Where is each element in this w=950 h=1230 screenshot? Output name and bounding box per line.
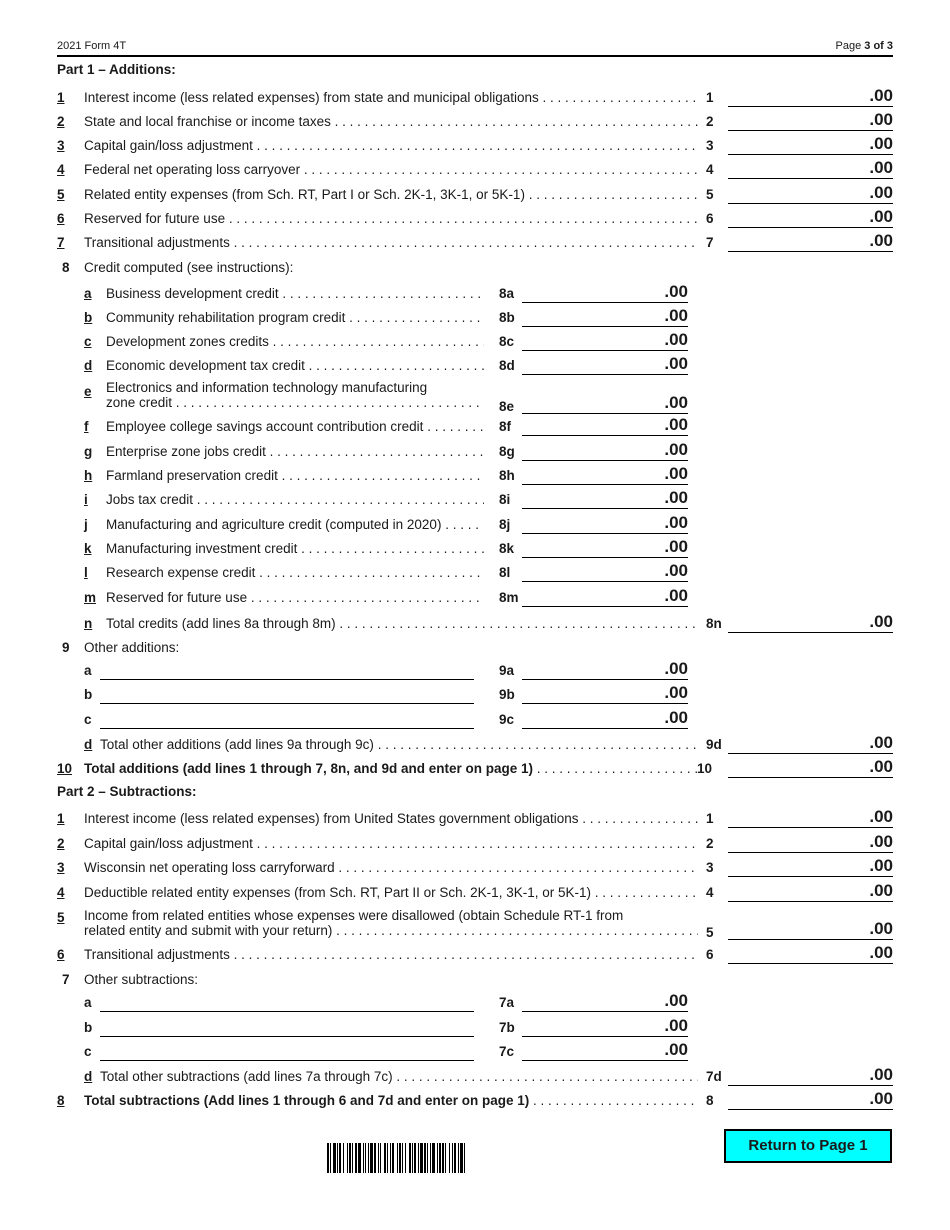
line-letter: d — [84, 737, 93, 752]
line-ref: 7a — [499, 995, 515, 1010]
line-label: Other additions: — [84, 640, 180, 655]
line-ref: 8n — [706, 616, 722, 631]
cents: .00 — [869, 134, 893, 153]
line-letter: l — [84, 565, 88, 580]
amount-field-p2-8[interactable] — [728, 1089, 893, 1110]
line-label — [84, 947, 698, 962]
form-line — [0, 1040, 950, 1064]
form-line — [0, 380, 950, 418]
form-label: 2021 Form 4T — [57, 40, 127, 52]
cents: .00 — [664, 464, 688, 483]
cents: .00 — [664, 537, 688, 556]
line-label-text: Reserved for future use . . . — [84, 211, 698, 226]
description-field-9b[interactable] — [100, 683, 474, 704]
line-ref: 8l — [499, 565, 511, 580]
line-ref: 8 — [706, 1093, 714, 1108]
line-label — [106, 419, 484, 434]
line-label — [84, 885, 698, 900]
line-ref: 8k — [499, 541, 515, 556]
line-letter: c — [84, 1044, 92, 1059]
line-label-text: Community rehabilitation program credit . . . — [106, 310, 484, 325]
line-label — [106, 492, 484, 507]
line-number: 9 — [62, 640, 70, 655]
line-letter: m — [84, 590, 97, 605]
cents: .00 — [869, 1065, 893, 1084]
form-line — [0, 415, 950, 439]
return-to-page-1-button[interactable]: Return to Page 1 — [724, 1129, 892, 1163]
line-label-text: Reserved for future use . . . — [106, 590, 484, 605]
cents: .00 — [664, 330, 688, 349]
line-ref: 9c — [499, 712, 515, 727]
line-letter: c — [84, 334, 92, 349]
form-line — [0, 488, 950, 512]
cents: .00 — [664, 561, 688, 580]
form-line — [0, 659, 950, 683]
amount-field-9c[interactable] — [522, 708, 688, 729]
cents: .00 — [664, 586, 688, 605]
line-label — [84, 836, 698, 851]
amount-field-8l[interactable] — [522, 561, 688, 582]
line-label — [84, 235, 698, 250]
amount-field-p2-1[interactable] — [728, 807, 893, 828]
amount-field-8n[interactable] — [728, 612, 893, 633]
line-label-text: Total credits (add lines 8a through 8m) . . . — [106, 616, 698, 631]
line-label-text: Jobs tax credit . . . — [106, 492, 484, 507]
amount-field-p1-6[interactable] — [728, 207, 893, 228]
cents: .00 — [869, 757, 893, 776]
cents: .00 — [869, 943, 893, 962]
line-ref: 5 — [706, 925, 714, 940]
description-field-7a[interactable] — [100, 991, 474, 1012]
cents: .00 — [869, 612, 893, 631]
line-label-text: Total additions (add lines 1 through 7, 8n, and 9d and enter on page 1) . . . — [84, 761, 698, 776]
line-letter: b — [84, 1020, 93, 1035]
amount-field-7d[interactable] — [728, 1065, 893, 1086]
line-label-text: Total other additions (add lines 9a through 9c) . . . — [100, 737, 698, 752]
form-line — [0, 991, 950, 1015]
form-line — [0, 440, 950, 464]
line-label: Electronics and information technology manufacturing — [106, 380, 428, 395]
line-ref: 4 — [706, 885, 714, 900]
line-number: 8 — [62, 260, 70, 275]
cents: .00 — [869, 158, 893, 177]
line-ref: 8a — [499, 286, 515, 301]
form-line — [0, 733, 950, 757]
line-label-text: Manufacturing investment credit . . . — [106, 541, 484, 556]
form-line — [0, 282, 950, 306]
amount-field-8a[interactable] — [522, 282, 688, 303]
form-line — [0, 537, 950, 561]
line-ref: 4 — [706, 162, 714, 177]
line-ref: 1 — [706, 90, 714, 105]
line-ref: 6 — [706, 947, 714, 962]
line-letter: e — [84, 384, 92, 399]
cents: .00 — [869, 110, 893, 129]
line-label-text: related entity and submit with your return) . . . — [84, 923, 698, 938]
line-label — [106, 517, 484, 532]
cents: .00 — [869, 881, 893, 900]
form-line — [0, 943, 950, 967]
form-line — [0, 86, 950, 110]
line-ref: 3 — [706, 138, 714, 153]
line-ref: 8b — [499, 310, 515, 325]
description-field-7c[interactable] — [100, 1040, 474, 1061]
cents: .00 — [664, 991, 688, 1010]
line-number: 1 — [57, 90, 65, 105]
line-label-text: Enterprise zone jobs credit . . . — [106, 444, 484, 459]
line-ref: 8i — [499, 492, 511, 507]
line-label — [100, 1069, 698, 1084]
form-line — [0, 134, 950, 158]
line-label — [106, 590, 484, 605]
line-label-cont — [84, 923, 698, 938]
line-letter: n — [84, 616, 93, 631]
cents: .00 — [664, 1016, 688, 1035]
amount-field-p1-7[interactable] — [728, 231, 893, 252]
line-ref: 8e — [499, 399, 515, 414]
amount-field-8g[interactable] — [522, 440, 688, 461]
form-line — [0, 586, 950, 610]
amount-field-8b[interactable] — [522, 306, 688, 327]
line-label — [106, 468, 484, 483]
line-ref: 6 — [706, 211, 714, 226]
form-line — [0, 968, 950, 992]
line-letter: a — [84, 663, 92, 678]
amount-field-9a[interactable] — [522, 659, 688, 680]
amount-field-9b[interactable] — [522, 683, 688, 704]
line-letter: c — [84, 712, 92, 727]
line-label — [84, 860, 698, 875]
amount-field-8j[interactable] — [522, 513, 688, 534]
line-ref: 7c — [499, 1044, 515, 1059]
line-ref: 2 — [706, 114, 714, 129]
cents: .00 — [869, 832, 893, 851]
form-line — [0, 1065, 950, 1089]
line-label — [106, 616, 698, 631]
page-number: 3 of 3 — [864, 40, 893, 52]
line-label — [84, 138, 698, 153]
line-letter: j — [84, 517, 88, 532]
line-label — [84, 187, 698, 202]
form-line — [0, 306, 950, 330]
amount-field-8e[interactable] — [522, 393, 688, 414]
cents: .00 — [664, 440, 688, 459]
cents: .00 — [869, 919, 893, 938]
line-ref: 5 — [706, 187, 714, 202]
cents: .00 — [664, 708, 688, 727]
cents: .00 — [869, 1089, 893, 1108]
line-label — [106, 565, 484, 580]
form-line — [0, 708, 950, 732]
amount-field-p1-2[interactable] — [728, 110, 893, 131]
line-ref: 3 — [706, 860, 714, 875]
amount-field-7b[interactable] — [522, 1016, 688, 1037]
form-line — [0, 757, 950, 781]
amount-field-p2-4[interactable] — [728, 881, 893, 902]
line-label — [100, 737, 698, 752]
line-letter: a — [84, 995, 92, 1010]
line-label-text: Related entity expenses (from Sch. RT, Part I or Sch. 2K-1, 3K-1, or 5K-1) . . . — [84, 187, 698, 202]
form-line — [0, 183, 950, 207]
line-ref: 8h — [499, 468, 515, 483]
form-line — [0, 832, 950, 856]
amount-field-7a[interactable] — [522, 991, 688, 1012]
line-label: Other subtractions: — [84, 972, 199, 987]
line-ref: 8m — [499, 590, 519, 605]
amount-field-p1-4[interactable] — [728, 158, 893, 179]
line-number: 10 — [57, 761, 73, 776]
cents: .00 — [869, 733, 893, 752]
amount-field-9d[interactable] — [728, 733, 893, 754]
form-line — [0, 207, 950, 231]
line-number: 5 — [57, 910, 65, 925]
form-line — [0, 354, 950, 378]
line-number: 5 — [57, 187, 65, 202]
line-label — [84, 211, 698, 226]
line-label — [106, 286, 484, 301]
line-label-text: Deductible related entity expenses (from Sch. RT, Part II or Sch. 2K-1, 3K-1, or 5K-1) . . . — [84, 885, 698, 900]
cents: .00 — [664, 306, 688, 325]
line-label — [84, 761, 698, 776]
line-number: 3 — [57, 138, 65, 153]
barcode — [327, 1143, 623, 1173]
amount-field-p2-6[interactable] — [728, 943, 893, 964]
line-label-text: Wisconsin net operating loss carryforward . . . — [84, 860, 698, 875]
line-number: 7 — [62, 972, 70, 987]
line-label-text: Interest income (less related expenses) from state and municipal obligations . . . — [84, 90, 698, 105]
line-label-text: Federal net operating loss carryover . . . — [84, 162, 698, 177]
line-number: 6 — [57, 947, 65, 962]
amount-field-8h[interactable] — [522, 464, 688, 485]
description-field-9a[interactable] — [100, 659, 474, 680]
description-field-9c[interactable] — [100, 708, 474, 729]
form-line — [0, 464, 950, 488]
line-letter: f — [84, 419, 89, 434]
line-ref: 7d — [706, 1069, 722, 1084]
form-line — [0, 256, 950, 280]
form-line — [0, 513, 950, 537]
form-line — [0, 158, 950, 182]
page-prefix: Page — [835, 40, 862, 52]
amount-field-8k[interactable] — [522, 537, 688, 558]
line-label-text: Capital gain/loss adjustment . . . — [84, 138, 698, 153]
line-number: 1 — [57, 811, 65, 826]
part1-title: Part 1 – Additions: — [57, 62, 176, 77]
line-letter: a — [84, 286, 92, 301]
form-line — [0, 561, 950, 585]
line-label-text: Interest income (less related expenses) from United States government obligations . . . — [84, 811, 698, 826]
form-line — [0, 612, 950, 636]
amount-field-p1-3[interactable] — [728, 134, 893, 155]
line-label: Income from related entities whose expenses were disallowed (obtain Schedule RT-1 from — [84, 908, 624, 923]
line-ref: 1 — [706, 811, 714, 826]
line-label-text: Economic development tax credit . . . — [106, 358, 484, 373]
cents: .00 — [869, 807, 893, 826]
line-label-text: Employee college savings account contribution credit . . . — [106, 419, 484, 434]
line-label — [106, 334, 484, 349]
form-line — [0, 881, 950, 905]
amount-field-p1-10[interactable] — [728, 757, 893, 778]
form-line — [0, 231, 950, 255]
cents: .00 — [869, 207, 893, 226]
cents: .00 — [664, 659, 688, 678]
cents: .00 — [664, 393, 688, 412]
line-number: 7 — [57, 235, 65, 250]
line-ref: 10 — [697, 761, 713, 776]
line-letter: g — [84, 444, 93, 459]
cents: .00 — [664, 683, 688, 702]
line-ref: 7b — [499, 1020, 515, 1035]
line-letter: d — [84, 358, 93, 373]
line-label-text: Business development credit . . . — [106, 286, 484, 301]
form-line — [0, 1089, 950, 1113]
line-label-text: Capital gain/loss adjustment . . . — [84, 836, 698, 851]
line-label-text: Development zones credits . . . — [106, 334, 484, 349]
amount-field-8d[interactable] — [522, 354, 688, 375]
line-ref: 8g — [499, 444, 515, 459]
cents: .00 — [664, 354, 688, 373]
amount-field-p2-2[interactable] — [728, 832, 893, 853]
line-ref: 9d — [706, 737, 722, 752]
cents: .00 — [869, 86, 893, 105]
line-ref: 8j — [499, 517, 511, 532]
amount-field-8i[interactable] — [522, 488, 688, 509]
line-label-text: State and local franchise or income taxes . . . — [84, 114, 698, 129]
cents: .00 — [664, 488, 688, 507]
form-line — [0, 906, 950, 944]
line-label-text: Total other subtractions (add lines 7a through 7c) . . . — [100, 1069, 698, 1084]
line-ref: 8c — [499, 334, 515, 349]
line-letter: d — [84, 1069, 93, 1084]
form-line — [0, 110, 950, 134]
form-line — [0, 636, 950, 660]
line-letter: h — [84, 468, 93, 483]
amount-field-7c[interactable] — [522, 1040, 688, 1061]
line-ref: 9a — [499, 663, 515, 678]
cents: .00 — [664, 282, 688, 301]
line-ref: 8f — [499, 419, 512, 434]
cents: .00 — [869, 856, 893, 875]
line-ref: 8d — [499, 358, 515, 373]
form-line — [0, 807, 950, 831]
line-number: 4 — [57, 162, 65, 177]
amount-field-8c[interactable] — [522, 330, 688, 351]
line-ref: 7 — [706, 235, 714, 250]
line-label: Credit computed (see instructions): — [84, 260, 294, 275]
form-line — [0, 856, 950, 880]
line-label — [84, 162, 698, 177]
line-label — [84, 811, 698, 826]
amount-field-p1-1[interactable] — [728, 86, 893, 107]
line-letter: b — [84, 310, 93, 325]
line-label-text: Total subtractions (Add lines 1 through 6 and 7d and enter on page 1) . . . — [84, 1093, 698, 1108]
line-label-cont — [106, 395, 484, 410]
line-label-text: Transitional adjustments . . . — [84, 235, 698, 250]
line-number: 2 — [57, 114, 65, 129]
line-ref: 9b — [499, 687, 515, 702]
line-label-text: zone credit . . . — [106, 395, 484, 410]
amount-field-p2-3[interactable] — [728, 856, 893, 877]
line-label — [106, 541, 484, 556]
line-letter: i — [84, 492, 88, 507]
description-field-7b[interactable] — [100, 1016, 474, 1037]
cents: .00 — [664, 1040, 688, 1059]
part2-title: Part 2 – Subtractions: — [57, 784, 197, 799]
line-label — [84, 1093, 698, 1108]
page-indicator — [836, 40, 894, 52]
line-letter: k — [84, 541, 92, 556]
line-number: 6 — [57, 211, 65, 226]
amount-field-8m[interactable] — [522, 586, 688, 607]
cents: .00 — [869, 183, 893, 202]
line-label-text: Manufacturing and agriculture credit (computed in 2020) . . . — [106, 517, 484, 532]
line-ref: 2 — [706, 836, 714, 851]
line-label — [106, 444, 484, 459]
line-label-text: Transitional adjustments . . . — [84, 947, 698, 962]
cents: .00 — [869, 231, 893, 250]
amount-field-p1-5[interactable] — [728, 183, 893, 204]
header-rule — [57, 55, 893, 57]
line-letter: b — [84, 687, 93, 702]
cents: .00 — [664, 415, 688, 434]
line-label-text: Farmland preservation credit . . . — [106, 468, 484, 483]
line-label — [84, 114, 698, 129]
form-line — [0, 1016, 950, 1040]
line-label-text: Research expense credit . . . — [106, 565, 484, 580]
line-number: 3 — [57, 860, 65, 875]
cents: .00 — [664, 513, 688, 532]
line-number: 8 — [57, 1093, 65, 1108]
amount-field-p2-5[interactable] — [728, 919, 893, 940]
line-number: 2 — [57, 836, 65, 851]
line-label — [106, 310, 484, 325]
form-line — [0, 683, 950, 707]
line-number: 4 — [57, 885, 65, 900]
line-label — [84, 90, 698, 105]
line-label — [106, 358, 484, 373]
amount-field-8f[interactable] — [522, 415, 688, 436]
form-line — [0, 330, 950, 354]
